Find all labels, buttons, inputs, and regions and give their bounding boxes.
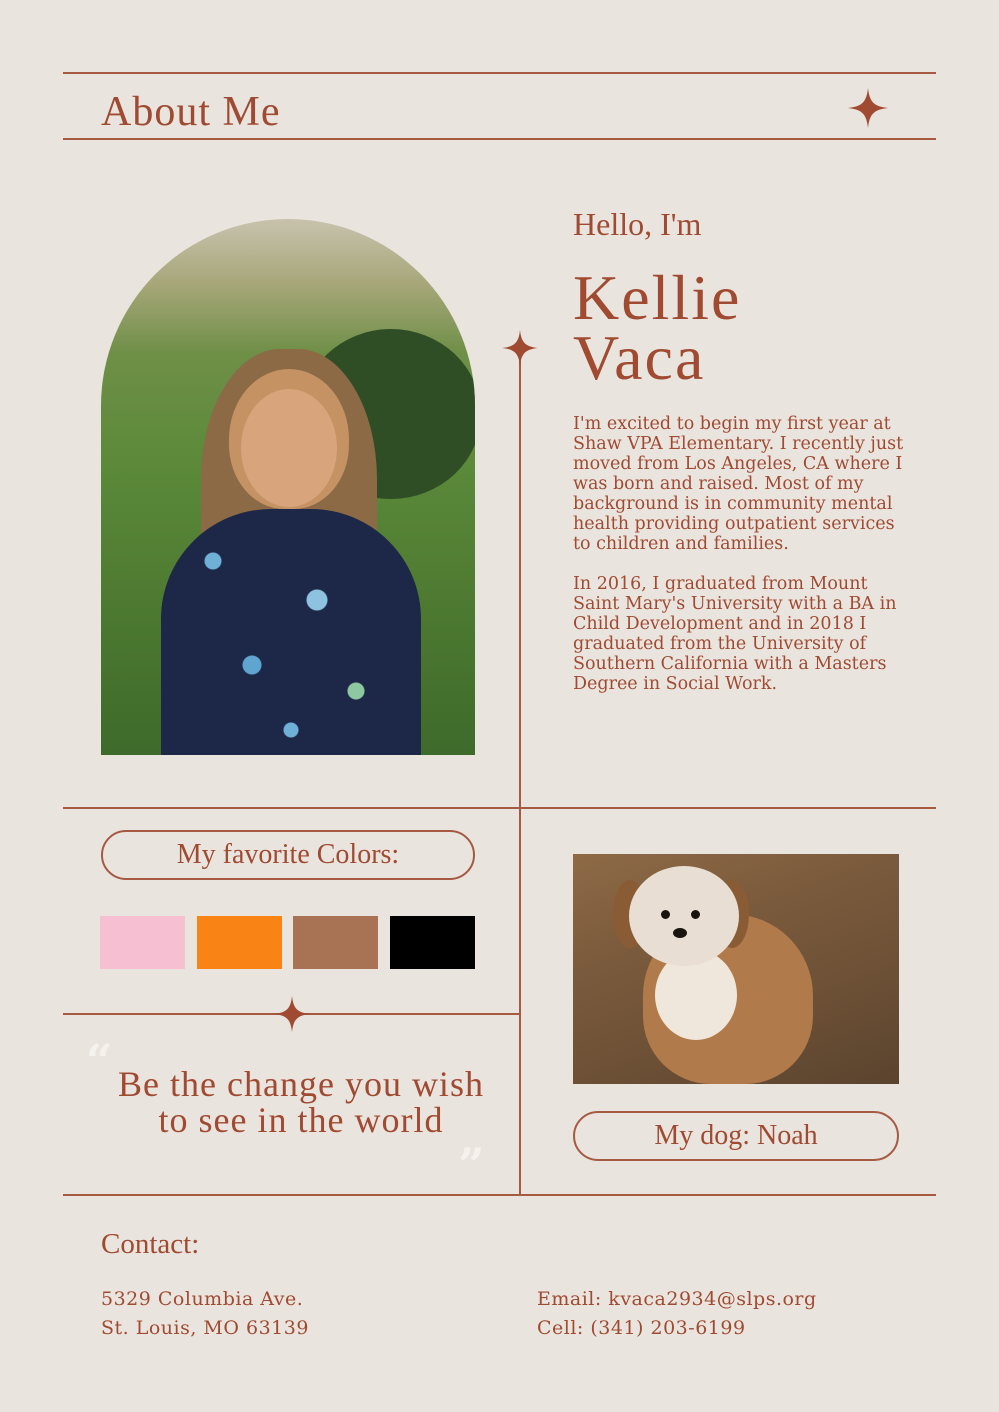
close-quote-icon: ” xyxy=(458,1138,485,1192)
address-line-1: 5329 Columbia Ave. xyxy=(101,1288,304,1310)
middle-rule xyxy=(63,807,936,809)
cell-text: Cell: (341) 203-6199 xyxy=(537,1317,746,1339)
header-bottom-rule xyxy=(63,138,936,140)
bio-paragraph: In 2016, I graduated from Mount Saint Mary's University with a BA in Child Development and in 2018 I graduated from the University of Southern California with a Masters Degree in Social Work. xyxy=(573,574,897,694)
sparkle-icon xyxy=(848,88,888,128)
bio-text xyxy=(573,414,913,714)
person-name xyxy=(573,262,742,393)
color-swatch-brown xyxy=(293,916,378,969)
center-vertical-rule xyxy=(519,350,521,1195)
dog-photo xyxy=(573,854,899,1084)
greeting-text: Hello, I'm xyxy=(573,206,702,242)
favorite-colors-label: My favorite Colors: xyxy=(101,830,475,880)
page-title: About Me xyxy=(101,89,281,135)
profile-photo xyxy=(101,219,475,755)
contact-title: Contact: xyxy=(101,1228,200,1260)
email-text[interactable]: Email: kvaca2934@slps.org xyxy=(537,1288,817,1310)
dog-label: My dog: Noah xyxy=(573,1111,899,1161)
address-line-2: St. Louis, MO 63139 xyxy=(101,1317,309,1339)
color-swatch-pink xyxy=(100,916,185,969)
header-top-rule xyxy=(63,72,936,74)
footer-rule xyxy=(63,1194,936,1196)
last-name: Vaca xyxy=(573,322,706,393)
sparkle-icon xyxy=(502,330,538,366)
first-name: Kellie xyxy=(573,262,742,333)
sparkle-icon xyxy=(274,996,310,1032)
color-swatch-black xyxy=(390,916,475,969)
quote-text: Be the change you wish to see in the world xyxy=(118,1064,484,1140)
open-quote-icon: “ xyxy=(86,1034,113,1088)
bio-paragraph: I'm excited to begin my first year at Shaw VPA Elementary. I recently just moved from Los Angeles, CA where I was born and raised. Most of my background is in community mental health providing outpatient services to children and families. xyxy=(573,414,904,554)
color-swatch-orange xyxy=(197,916,282,969)
